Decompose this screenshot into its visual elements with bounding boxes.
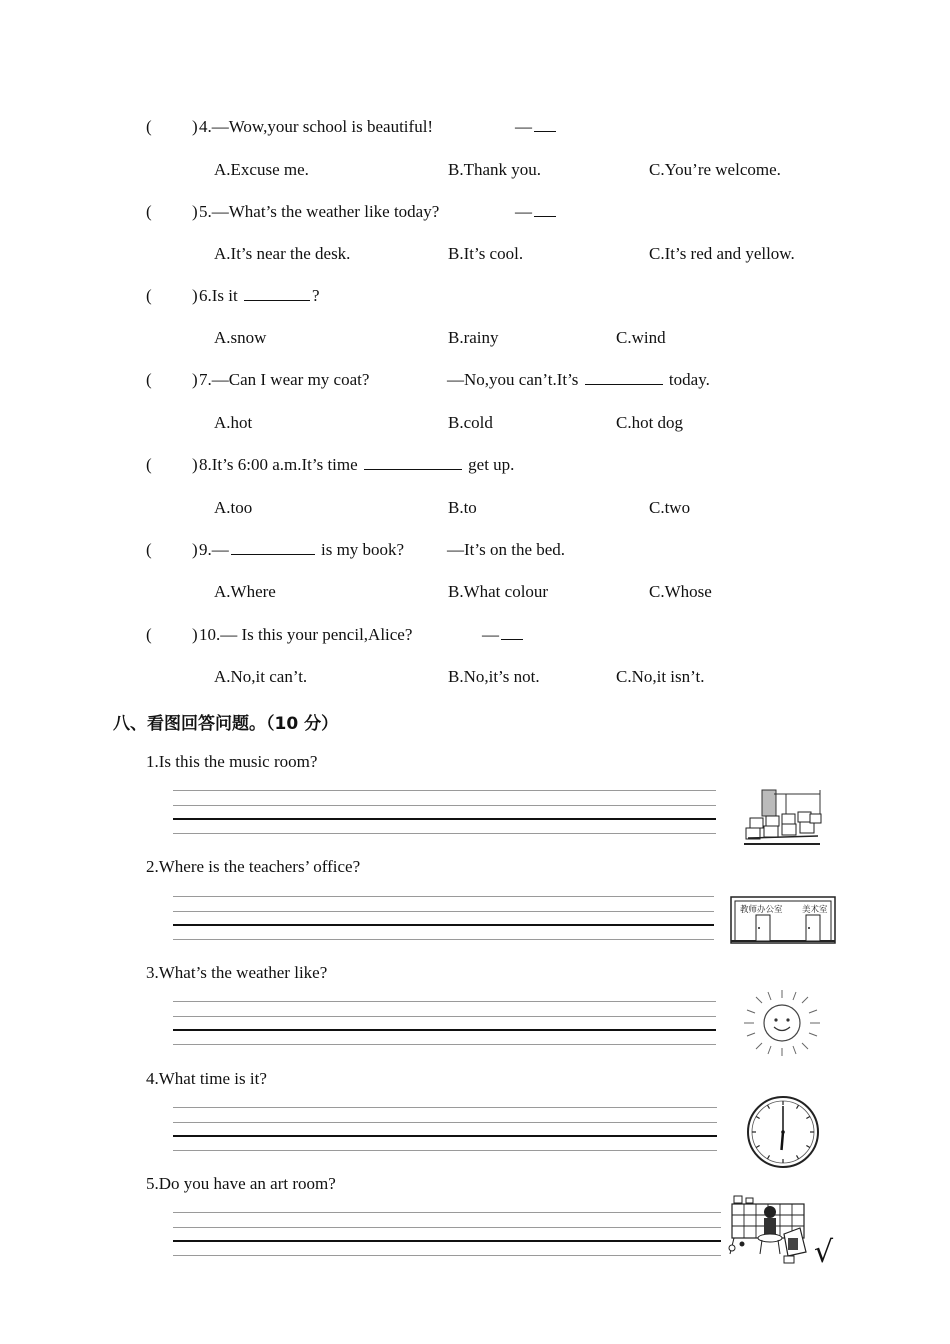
picture-question: 1.Is this the music room? [146, 752, 318, 771]
answer-paren-open: ( [146, 625, 152, 644]
section-8-title: 八、看图回答问题。（10 分） [113, 714, 339, 734]
art-room-sign: 美术室 [802, 905, 828, 915]
answer-paren-close: ) [192, 370, 198, 389]
office-building-picture [730, 895, 836, 945]
question-stem [199, 455, 514, 475]
question-stem [199, 117, 433, 137]
question-number: 8. [199, 455, 212, 474]
answer-blank[interactable] [244, 299, 310, 301]
question-stem [199, 540, 404, 560]
reply-text-post: today. [668, 370, 710, 389]
option-c[interactable]: C.Whose [649, 582, 712, 601]
question-stem [199, 286, 320, 306]
writing-line [173, 1255, 721, 1256]
question-text-pre: — [211, 540, 229, 559]
writing-baseline [173, 1240, 721, 1242]
answer-blank[interactable] [231, 553, 315, 555]
writing-line [173, 1107, 717, 1108]
writing-baseline [173, 924, 714, 926]
writing-line [173, 790, 716, 791]
answer-blank[interactable] [534, 215, 556, 217]
answer-paren-close: ) [192, 202, 198, 221]
answer-paren-close: ) [192, 455, 198, 474]
option-a[interactable]: A.hot [214, 413, 253, 432]
option-b[interactable]: B.Thank you. [448, 160, 542, 179]
reply-text: —It’s on the bed. [447, 540, 566, 559]
writing-line [173, 1212, 721, 1213]
option-a[interactable]: A.No,it can’t. [214, 667, 308, 686]
answer-blank[interactable] [501, 638, 523, 640]
picture-question: 4.What time is it? [146, 1069, 267, 1088]
teachers-office-sign: 教师办公室 [740, 905, 783, 915]
writing-line [173, 1044, 716, 1045]
question-text: —Can I wear my coat? [211, 370, 370, 389]
answer-paren-open: ( [146, 370, 152, 389]
answer-writing-lines[interactable] [173, 896, 714, 942]
question-number: 4. [199, 117, 212, 136]
answer-paren-open: ( [146, 286, 152, 305]
option-b[interactable]: B.What colour [448, 582, 549, 601]
art-room-picture [726, 1192, 842, 1268]
clock-picture [746, 1095, 820, 1169]
writing-line [173, 911, 714, 912]
answer-paren-close: ) [192, 117, 198, 136]
answer-writing-lines[interactable] [173, 1107, 717, 1153]
question-text-post: is my book? [321, 540, 405, 559]
answer-blank[interactable] [364, 468, 462, 470]
option-b[interactable]: B.to [448, 498, 477, 517]
question-number: 9. [199, 540, 212, 559]
option-a[interactable]: A.Excuse me. [214, 160, 309, 179]
picture-question: 5.Do you have an art room? [146, 1174, 336, 1193]
answer-paren-close: ) [192, 540, 198, 559]
option-a[interactable]: A.It’s near the desk. [214, 244, 351, 263]
writing-line [173, 1150, 717, 1151]
option-c[interactable]: C.hot dog [616, 413, 684, 432]
reply-text: — [515, 202, 532, 221]
question-reply [447, 540, 565, 560]
sun-picture [742, 988, 822, 1058]
question-reply [447, 370, 710, 390]
writing-line [173, 1122, 717, 1123]
question-text-post: ? [311, 286, 320, 305]
writing-line [173, 896, 714, 897]
answer-writing-lines[interactable] [173, 1212, 721, 1258]
question-text: —Wow,your school is beautiful! [211, 117, 434, 136]
option-b[interactable]: B.rainy [448, 328, 499, 347]
reply-text: — [515, 117, 532, 136]
option-c[interactable]: C.wind [616, 328, 666, 347]
writing-baseline [173, 818, 716, 820]
answer-paren-close: ) [192, 286, 198, 305]
answer-blank[interactable] [585, 383, 663, 385]
answer-paren-close: ) [192, 625, 198, 644]
writing-line [173, 1001, 716, 1002]
writing-line [173, 805, 716, 806]
writing-line [173, 939, 714, 940]
question-reply [515, 117, 558, 137]
option-a[interactable]: A.snow [214, 328, 267, 347]
question-stem [199, 202, 439, 222]
answer-paren-open: ( [146, 455, 152, 474]
option-a[interactable]: A.Where [214, 582, 276, 601]
picture-question: 2.Where is the teachers’ office? [146, 857, 361, 876]
answer-paren-open: ( [146, 540, 152, 559]
question-stem [199, 370, 369, 390]
question-number: 6. [199, 286, 212, 305]
question-number: 10. [199, 625, 221, 644]
question-text: — Is this your pencil,Alice? [220, 625, 413, 644]
option-c[interactable]: C.You’re welcome. [649, 160, 781, 179]
writing-line [173, 833, 716, 834]
question-text-pre: It’s 6:00 a.m.It’s time [211, 455, 358, 474]
writing-baseline [173, 1029, 716, 1031]
option-b[interactable]: B.No,it’s not. [448, 667, 540, 686]
option-c[interactable]: C.It’s red and yellow. [649, 244, 795, 263]
question-number: 5. [199, 202, 212, 221]
picture-question: 3.What’s the weather like? [146, 963, 328, 982]
answer-writing-lines[interactable] [173, 1001, 716, 1047]
option-a[interactable]: A.too [214, 498, 253, 517]
option-b[interactable]: B.It’s cool. [448, 244, 524, 263]
question-text-pre: Is it [211, 286, 238, 305]
check-mark: √ [814, 1235, 834, 1270]
question-number: 7. [199, 370, 212, 389]
computer-room-picture [744, 788, 824, 850]
answer-blank[interactable] [534, 130, 556, 132]
answer-paren-open: ( [146, 117, 152, 136]
writing-baseline [173, 1135, 717, 1137]
question-reply [515, 202, 558, 222]
reply-text: — [482, 625, 499, 644]
answer-writing-lines[interactable] [173, 790, 716, 836]
option-c[interactable]: C.two [649, 498, 691, 517]
option-c[interactable]: C.No,it isn’t. [616, 667, 705, 686]
question-reply [482, 625, 525, 645]
answer-paren-open: ( [146, 202, 152, 221]
writing-line [173, 1016, 716, 1017]
question-text-post: get up. [468, 455, 515, 474]
question-text: —What’s the weather like today? [211, 202, 440, 221]
option-b[interactable]: B.cold [448, 413, 493, 432]
question-stem [199, 625, 412, 645]
writing-line [173, 1227, 721, 1228]
reply-text-pre: —No,you can’t.It’s [447, 370, 579, 389]
